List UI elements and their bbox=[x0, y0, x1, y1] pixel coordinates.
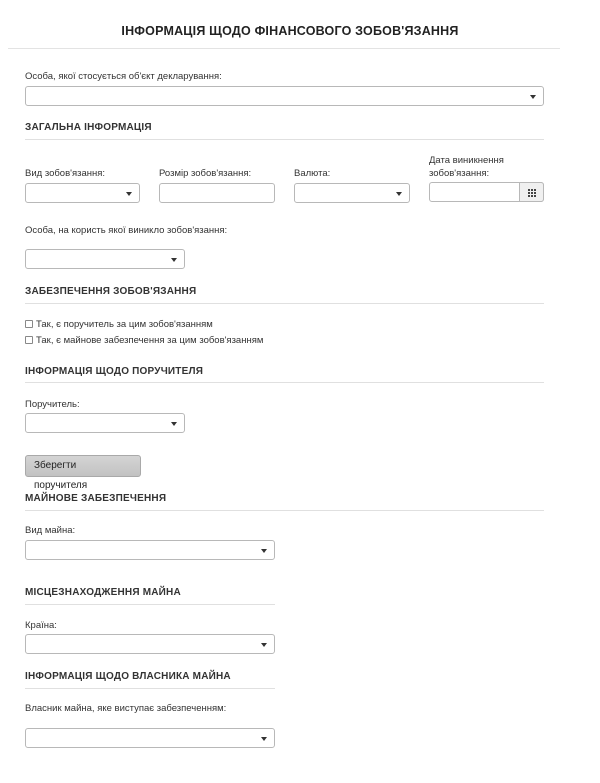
property-type-select[interactable] bbox=[25, 540, 275, 560]
guarantor-checkbox[interactable] bbox=[25, 320, 33, 328]
calendar-icon bbox=[528, 189, 536, 196]
date-input[interactable] bbox=[429, 182, 544, 202]
person-select[interactable] bbox=[25, 86, 544, 106]
general-heading: ЗАГАЛЬНА ІНФОРМАЦІЯ bbox=[25, 122, 152, 133]
chevron-down-icon bbox=[261, 643, 267, 647]
obligation-size-input[interactable] bbox=[159, 183, 275, 203]
chevron-down-icon bbox=[261, 549, 267, 553]
save-guarantor-button[interactable]: Зберегти поручителя bbox=[25, 455, 141, 477]
currency-select[interactable] bbox=[294, 183, 410, 203]
section-divider bbox=[25, 303, 544, 304]
property-checkbox[interactable] bbox=[25, 336, 33, 344]
person-label: Особа, якої стосується об'єкт декларування: bbox=[25, 71, 222, 82]
security-heading: ЗАБЕЗПЕЧЕННЯ ЗОБОВ'ЯЗАННЯ bbox=[25, 286, 197, 297]
location-heading: МІСЦЕЗНАХОДЖЕННЯ МАЙНА bbox=[25, 587, 181, 598]
property-heading: МАЙНОВЕ ЗАБЕЗПЕЧЕННЯ bbox=[25, 493, 167, 504]
country-select[interactable] bbox=[25, 634, 275, 654]
property-checkbox-label[interactable]: Так, є майнове забезпечення за цим зобов'язанням bbox=[36, 335, 264, 346]
section-divider bbox=[25, 688, 275, 689]
section-divider bbox=[25, 604, 275, 605]
guarantor-label: Поручитель: bbox=[25, 399, 80, 410]
beneficiary-select[interactable] bbox=[25, 249, 185, 269]
obligation-size-label: Розмір зобов'язання: bbox=[159, 168, 252, 179]
chevron-down-icon bbox=[396, 192, 402, 196]
guarantor-heading: ІНФОРМАЦІЯ ЩОДО ПОРУЧИТЕЛЯ bbox=[25, 366, 204, 377]
country-label: Країна: bbox=[25, 620, 57, 631]
owner-label: Власник майна, яке виступає забезпеченням: bbox=[25, 703, 227, 714]
chevron-down-icon bbox=[171, 258, 177, 262]
chevron-down-icon bbox=[261, 737, 267, 741]
title-divider bbox=[8, 48, 560, 49]
page-title: ІНФОРМАЦІЯ ЩОДО ФІНАНСОВОГО ЗОБОВ'ЯЗАННЯ bbox=[121, 24, 459, 38]
section-divider bbox=[25, 139, 544, 140]
currency-label: Валюта: bbox=[294, 168, 331, 179]
chevron-down-icon bbox=[171, 422, 177, 426]
obligation-type-label: Вид зобов'язання: bbox=[25, 168, 106, 179]
calendar-button[interactable] bbox=[519, 182, 544, 202]
date-label: Дата виникнення зобов'язання: bbox=[429, 155, 504, 179]
owner-select[interactable] bbox=[25, 728, 275, 748]
beneficiary-label: Особа, на користь якої виникло зобов'язання: bbox=[25, 225, 228, 236]
owner-heading: ІНФОРМАЦІЯ ЩОДО ВЛАСНИКА МАЙНА bbox=[25, 671, 231, 682]
guarantor-select[interactable] bbox=[25, 413, 185, 433]
section-divider bbox=[25, 510, 544, 511]
chevron-down-icon bbox=[530, 95, 536, 99]
guarantor-checkbox-label[interactable]: Так, є поручитель за цим зобов'язанням bbox=[36, 319, 213, 330]
property-type-label: Вид майна: bbox=[25, 525, 76, 536]
section-divider bbox=[25, 382, 544, 383]
obligation-type-select[interactable] bbox=[25, 183, 140, 203]
chevron-down-icon bbox=[126, 192, 132, 196]
